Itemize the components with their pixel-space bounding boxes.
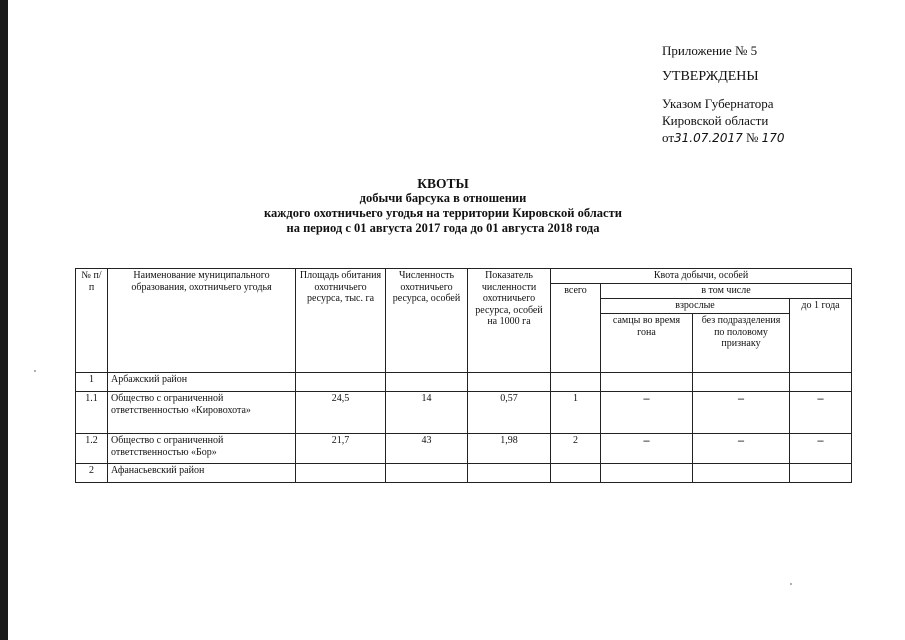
cell-under1: –	[790, 392, 852, 434]
header-num: № п/п	[76, 269, 108, 373]
cell-density	[468, 373, 551, 392]
cell-area	[296, 464, 386, 483]
document-title	[150, 176, 736, 236]
handwritten-number: 170	[761, 131, 785, 145]
cell-name: Афанасьевский район	[108, 464, 296, 483]
scan-speck	[34, 370, 36, 372]
decree-line-1: Указом Губернатора	[662, 96, 774, 111]
cell-num: 1.2	[76, 434, 108, 464]
cell-count: 43	[386, 434, 468, 464]
cell-count	[386, 373, 468, 392]
title-line-1: КВОТЫ	[417, 176, 469, 191]
number-prefix: №	[745, 130, 759, 145]
handwritten-date: 31.07.2017	[674, 131, 743, 145]
table-row	[76, 464, 852, 483]
scan-edge	[0, 0, 8, 640]
header-adults: взрослые	[601, 299, 790, 314]
cell-name: Арбажский район	[108, 373, 296, 392]
header-name: Наименование муниципального образования, охотничьего угодья	[108, 269, 296, 373]
cell-under1	[790, 373, 852, 392]
cell-total: 1	[551, 392, 601, 434]
cell-area	[296, 373, 386, 392]
cell-num: 1.1	[76, 392, 108, 434]
cell-density	[468, 464, 551, 483]
cell-under1	[790, 464, 852, 483]
title-line-3: каждого охотничьего угодья на территории Кировской области	[264, 206, 622, 220]
header-area: Площадь обитания охотничьего ресурса, тыс. га	[296, 269, 386, 373]
cell-nosex: –	[693, 434, 790, 464]
cell-num: 2	[76, 464, 108, 483]
header-including: в том числе	[601, 284, 852, 299]
cell-num: 1	[76, 373, 108, 392]
scan-speck	[790, 583, 792, 585]
cell-males	[601, 464, 693, 483]
appendix-label: Приложение № 5	[662, 43, 758, 58]
cell-under1: –	[790, 434, 852, 464]
title-line-2: добычи барсука в отношении	[359, 191, 527, 205]
header-males: самцы во время гона	[601, 314, 693, 373]
table-row	[76, 373, 852, 392]
cell-total	[551, 373, 601, 392]
cell-total	[551, 464, 601, 483]
cell-nosex	[693, 464, 790, 483]
cell-males: –	[601, 434, 693, 464]
table-row	[76, 392, 852, 434]
cell-area: 24,5	[296, 392, 386, 434]
header-density: Показатель численности охотничьего ресурса, особей на 1000 га	[468, 269, 551, 373]
decree-line-2: Кировской области	[662, 113, 769, 128]
header-quota: Квота добычи, особей	[551, 269, 852, 284]
cell-males: –	[601, 392, 693, 434]
cell-males	[601, 373, 693, 392]
header-under1: до 1 года	[790, 299, 852, 373]
header-total: всего	[551, 284, 601, 373]
cell-name: Общество с ограниченной ответственностью «Кировохота»	[108, 392, 296, 434]
cell-density: 1,98	[468, 434, 551, 464]
cell-count	[386, 464, 468, 483]
cell-density: 0,57	[468, 392, 551, 434]
approval-block	[662, 42, 882, 147]
cell-name: Общество с ограниченной ответственностью «Бор»	[108, 434, 296, 464]
approved-label: УТВЕРЖДЕНЫ	[662, 69, 759, 84]
cell-count: 14	[386, 392, 468, 434]
quota-table	[75, 268, 852, 483]
cell-nosex	[693, 373, 790, 392]
cell-nosex: –	[693, 392, 790, 434]
decree-date-line	[662, 129, 882, 147]
table-row	[76, 434, 852, 464]
header-nosex: без подразделения по половому признаку	[693, 314, 790, 373]
title-line-4: на период с 01 августа 2017 года до 01 августа 2018 года	[286, 221, 600, 235]
date-prefix: от	[662, 130, 675, 145]
header-count: Численность охотничьего ресурса, особей	[386, 269, 468, 373]
cell-total: 2	[551, 434, 601, 464]
cell-area: 21,7	[296, 434, 386, 464]
